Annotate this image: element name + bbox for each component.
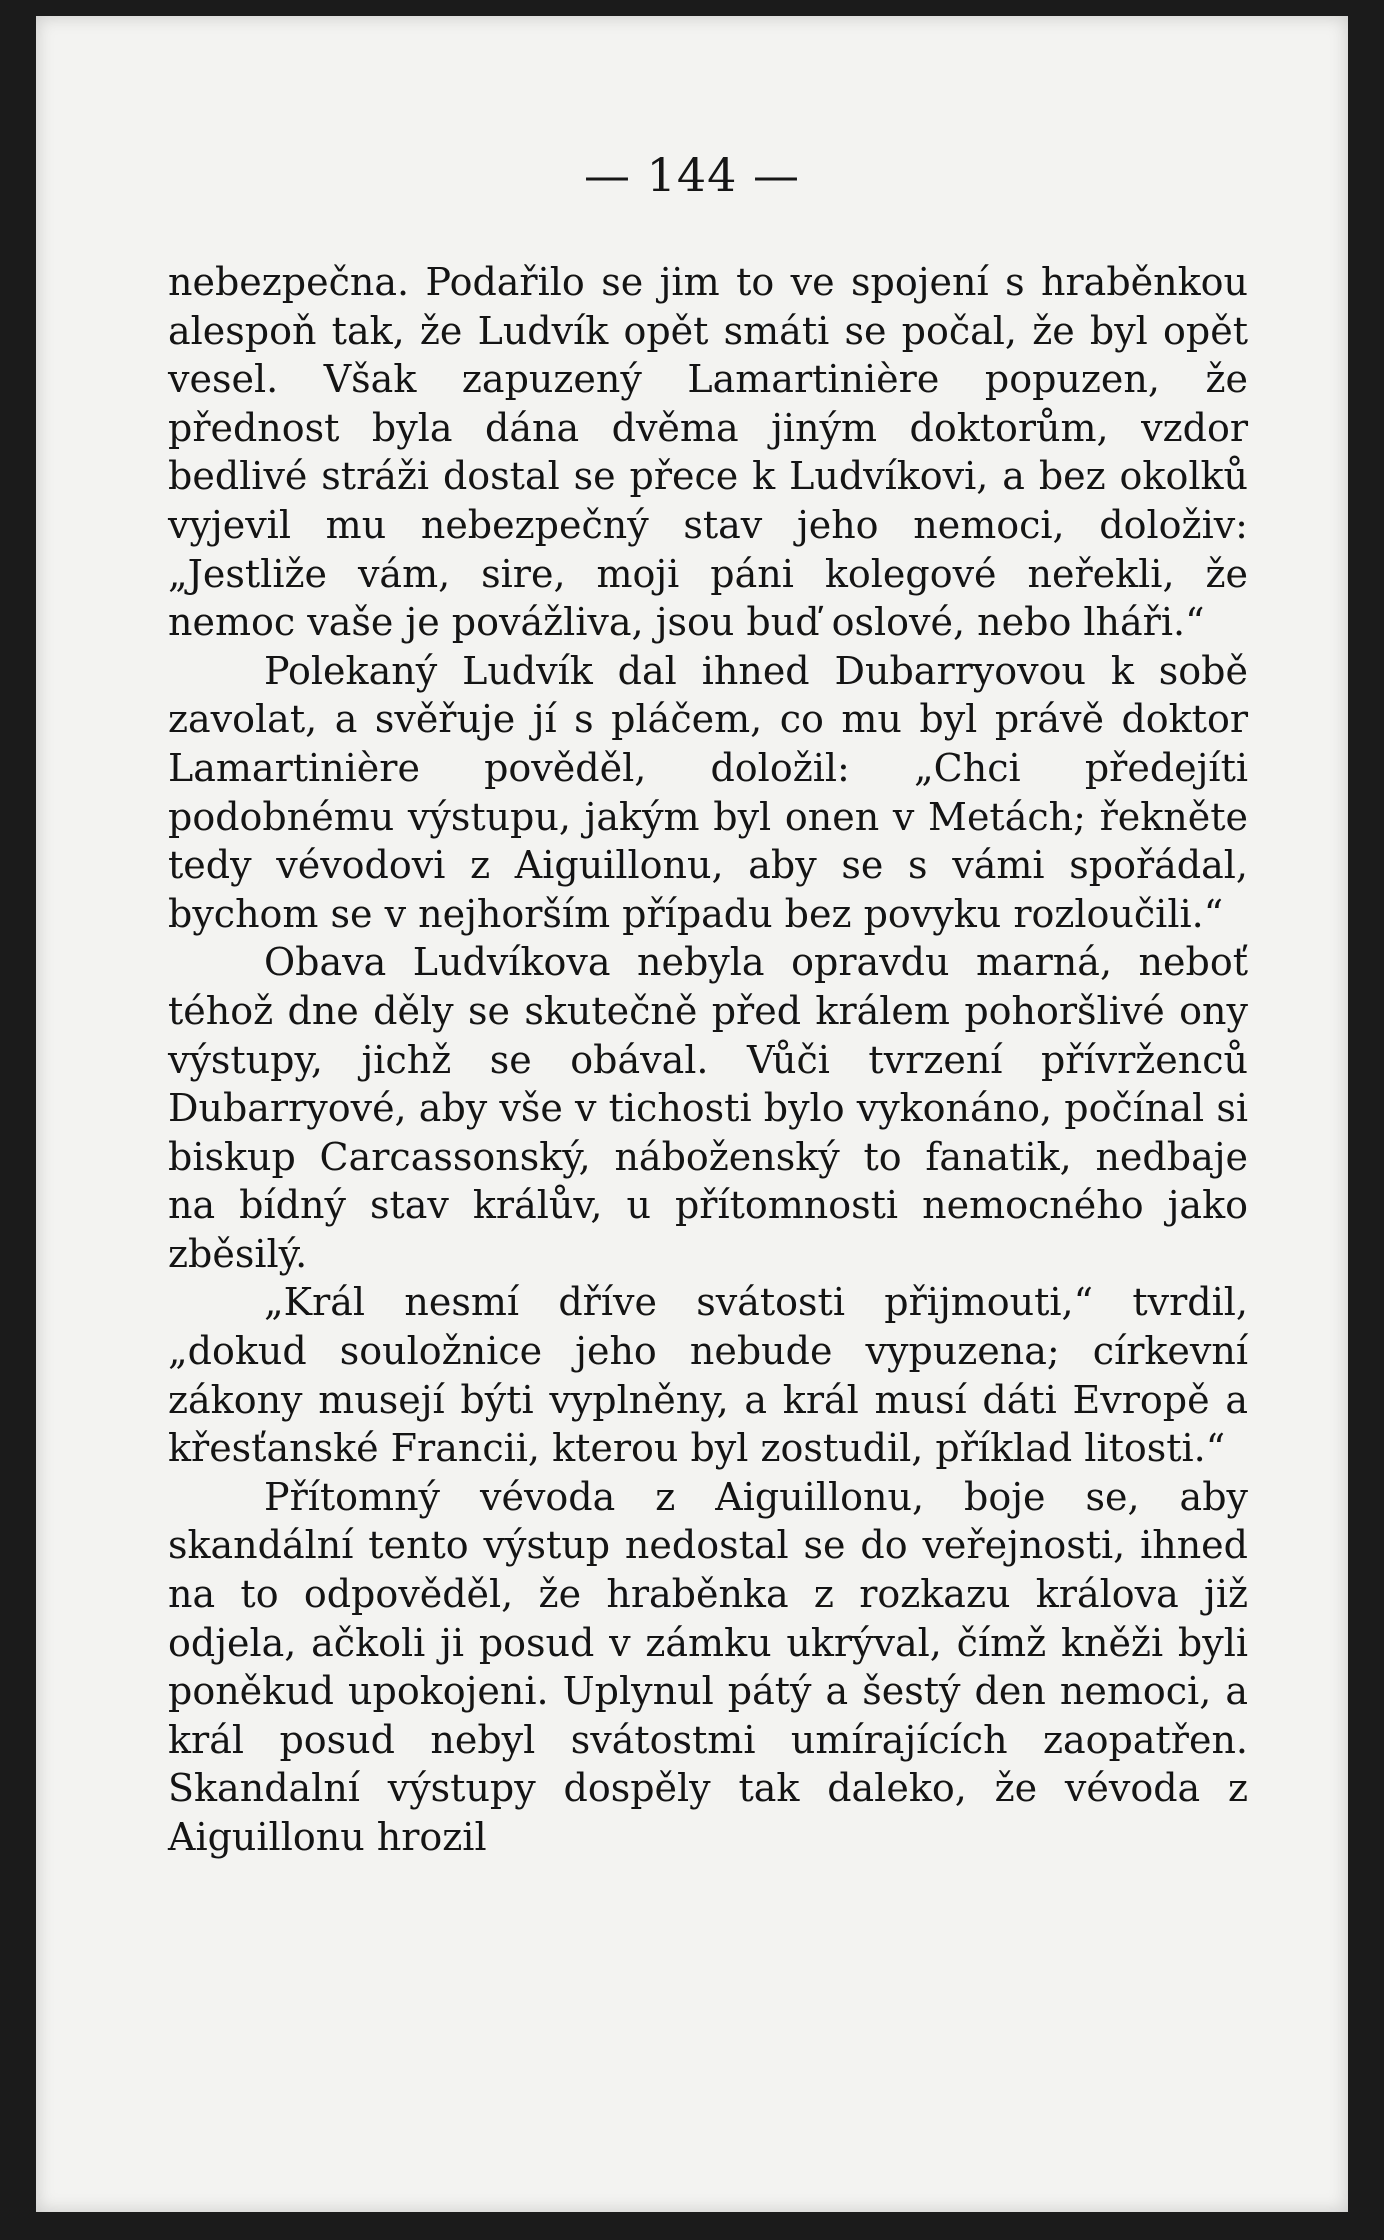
scan-border — [1362, 0, 1384, 2240]
paragraph-5: Přítomný vévoda z Aiguillonu, boje se, aby skandální tento výstup nedostal se do veřejnosti, ihned na to odpověděl, že hraběnka z rozkazu králova již odjela, ačkoli ji posud v zámku ukrýval, čímž kněži byli poněkud upokojeni. Uplynul pátý a šestý den nemoci, a král posud nebyl svátostmi umírajících zaopatřen. Skandalní výstupy dospěly tak daleko, že vévoda z Aiguillonu hrozil — [168, 1474, 1248, 1859]
paragraph-4: „Král nesmí dříve svátosti přijmouti,“ tvrdil, „dokud souložnice jeho nebude vypuzena; církevní zákony musejí býti vyplněny, a král musí dáti Evropě a křesťanské Francii, kterou byl zostudil, příklad litosti.“ — [168, 1280, 1248, 1471]
page-number: — 144 — — [583, 148, 801, 202]
paragraph-3: Obava Ludvíkova nebyla opravdu marná, neboť téhož dne děly se skutečně před králem pohoršlivé ony výstupy, jichž se obával. Vůči tvrzení přívrženců Dubarryové, aby vše v tichosti bylo vykonáno, počínal si biskup Carcassonský, náboženský to fanatik, nedbaje na bídný stav králův, u přítomnosti nemocného jako zběsilý. — [168, 940, 1248, 1276]
paragraph-1: nebezpečna. Podařilo se jim to ve spojení s hraběnkou alespoň tak, že Ludvík opět smáti se počal, že byl opět vesel. Však zapuzený Lamartinière popuzen, že přednost byla dána dvěma jiným doktorům, vzdor bedlivé stráži dostal se přece k Ludvíkovi, a bez okolků vyjevil mu nebezpečný stav jeho nemoci, doloživ: „Jestliže vám, sire, moji páni kolegové neřekli, že nemoc vaše je povážliva, jsou buď oslové, nebo lháři.“ — [168, 260, 1248, 645]
body-text — [168, 258, 1248, 1862]
book-page — [36, 16, 1348, 2212]
paragraph-2: Polekaný Ludvík dal ihned Dubarryovou k sobě zavolat, a svěřuje jí s pláčem, co mu byl právě doktor Lamartinière pověděl, doložil: „Chci předejíti podobnému výstupu, jakým byl onen v Metách; řekněte tedy vévodovi z Aiguillonu, aby se s vámi spořádal, bychom se v nejhorším případu bez povyku rozloučili.“ — [168, 648, 1248, 936]
